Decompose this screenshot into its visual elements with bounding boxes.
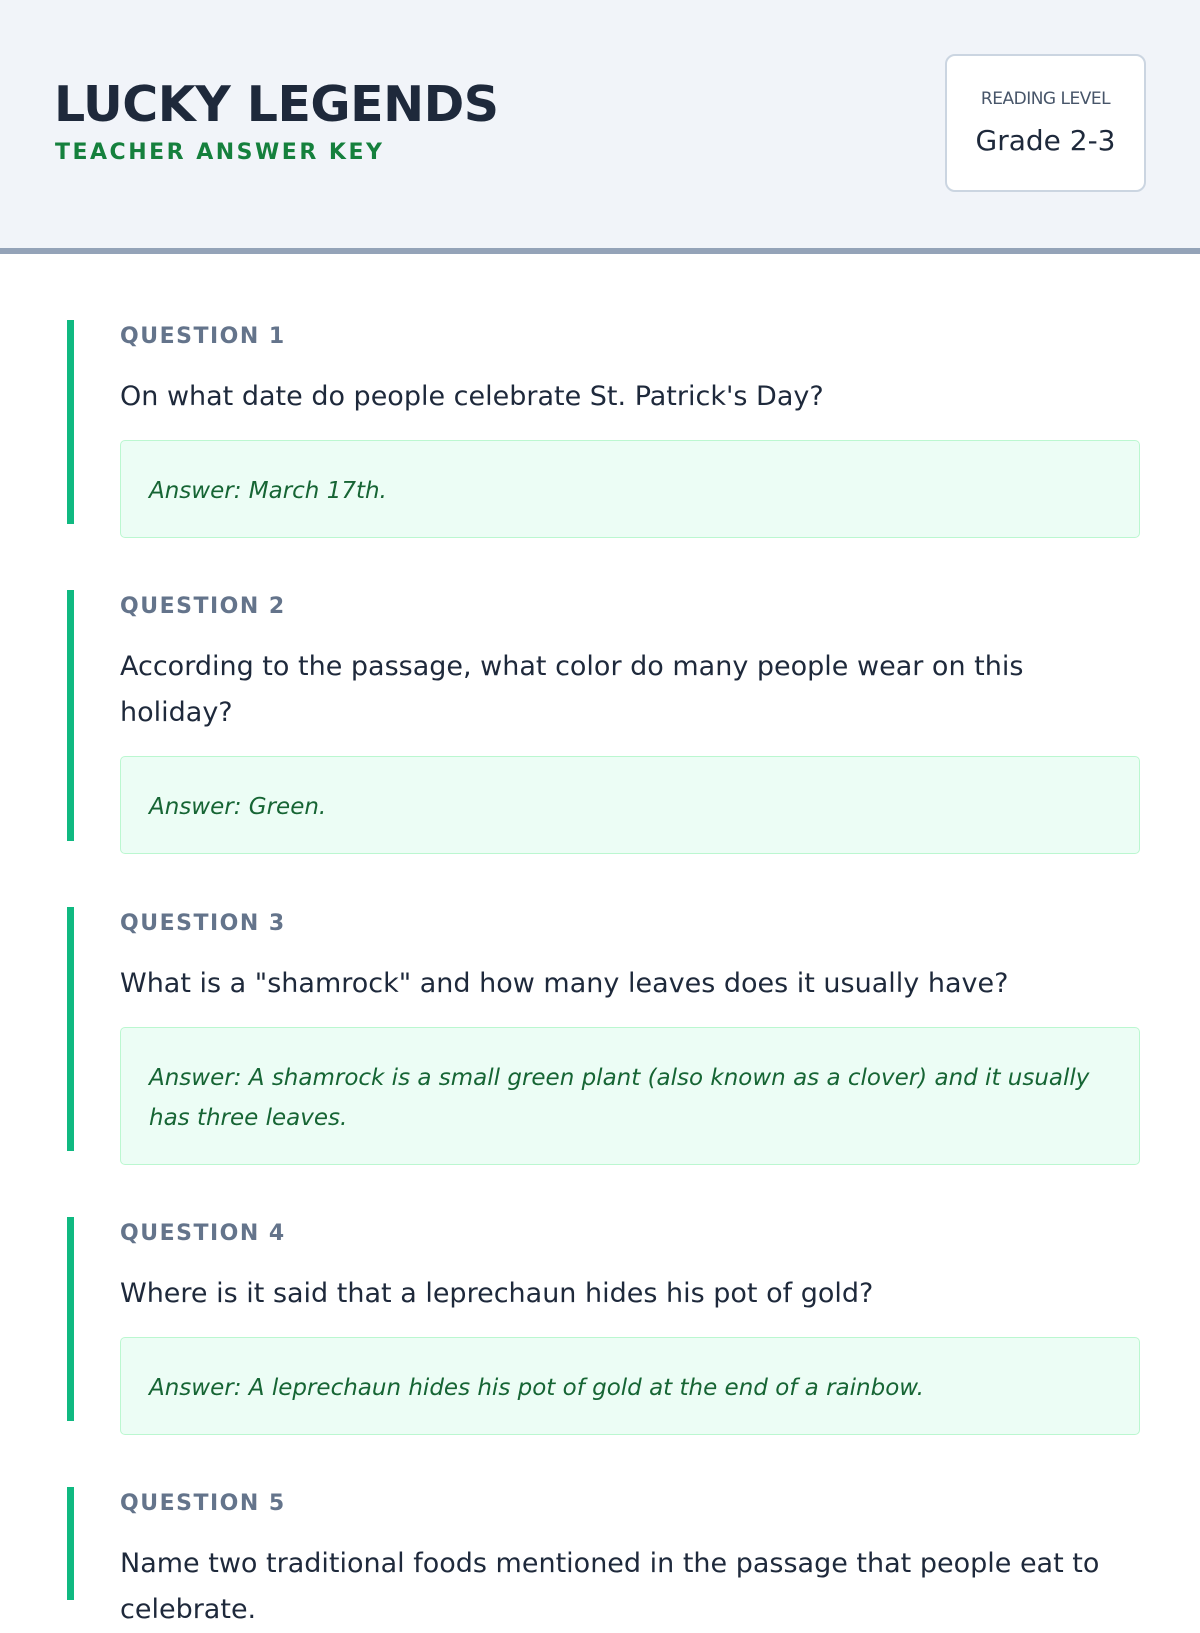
question-number: QUESTION 1	[120, 324, 286, 349]
reading-level-label: READING LEVEL	[980, 89, 1111, 109]
question-number: QUESTION 3	[120, 911, 286, 936]
document-header	[0, 0, 1200, 254]
answer-box: Answer: March 17th.	[120, 440, 1140, 538]
question-number: QUESTION 4	[120, 1221, 286, 1246]
reading-level-value: Grade 2-3	[975, 124, 1116, 157]
reading-level-card	[945, 54, 1146, 192]
question-block-5	[67, 1487, 1133, 1625]
answer-box: Answer: Green.	[120, 756, 1140, 854]
answer-box: Answer: A shamrock is a small green plant (also known as a clover) and it usually has three leaves.	[120, 1027, 1140, 1165]
question-block-1	[67, 320, 1133, 524]
question-block-3	[67, 907, 1133, 1151]
question-text: What is a "shamrock" and how many leaves does it usually have?	[120, 968, 1009, 999]
question-text: On what date do people celebrate St. Patrick's Day?	[120, 381, 824, 412]
document-subtitle: TEACHER ANSWER KEY	[55, 140, 385, 165]
question-number: QUESTION 2	[120, 594, 286, 619]
question-block-2	[67, 590, 1133, 841]
question-number: QUESTION 5	[120, 1491, 286, 1516]
question-block-4	[67, 1217, 1133, 1421]
question-text: According to the passage, what color do many people wear on this holiday?	[120, 651, 1024, 728]
document-title: LUCKY LEGENDS	[54, 76, 499, 133]
answer-box: Answer: A leprechaun hides his pot of gold at the end of a rainbow.	[120, 1337, 1140, 1435]
question-text: Name two traditional foods mentioned in the passage that people eat to celebrate.	[120, 1548, 1100, 1625]
question-text: Where is it said that a leprechaun hides his pot of gold?	[120, 1278, 874, 1309]
